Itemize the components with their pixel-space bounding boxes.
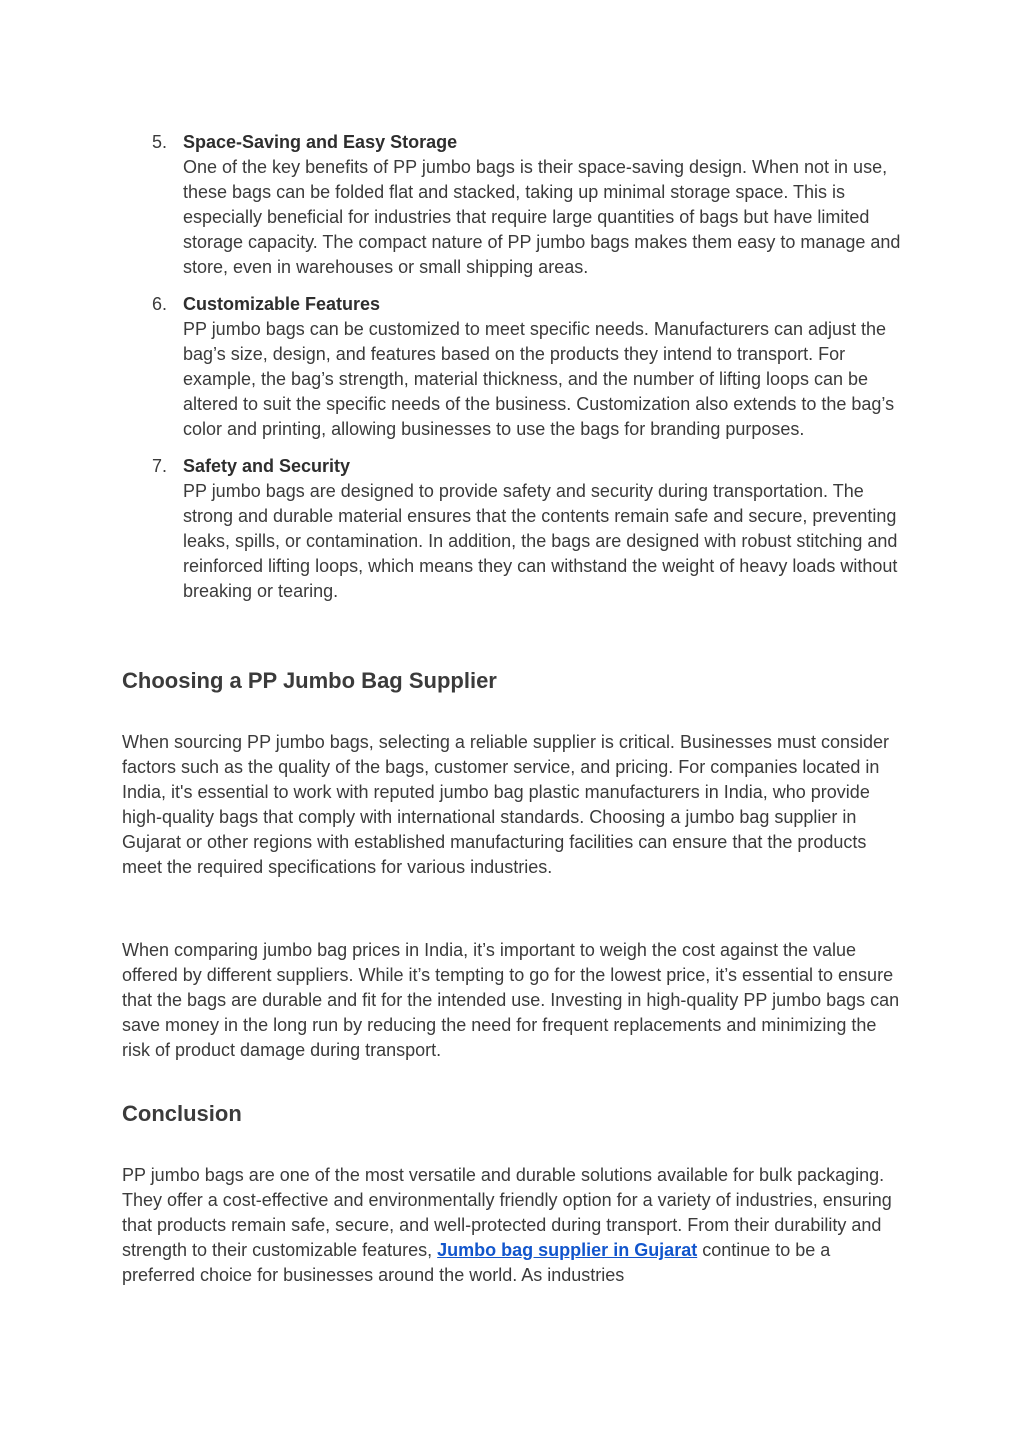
list-item-number: 6. (152, 294, 168, 314)
list-item-body: PP jumbo bags can be customized to meet specific needs. Manufacturers can adjust the bag’s size, design, and features based on the products they intend to transport. For example, the bag’s strength, material thickness, and the number of lifting loops can be altered to suit the specific needs of the business. Customization also extends to the bag’s color and printing, allowing businesses to use the bags for branding purposes. (183, 319, 895, 439)
list-item-title: Space-Saving and Easy Storage (183, 132, 458, 152)
conclusion-text-after-link: continue to be a preferred choice for businesses around the world. As industries (122, 1240, 831, 1285)
list-item-number: 5. (152, 132, 168, 152)
supplier-heading: Choosing a PP Jumbo Bag Supplier (122, 668, 497, 693)
list-item-title: Customizable Features (183, 294, 381, 314)
conclusion-text-before-link: PP jumbo bags are one of the most versatile and durable solutions available for bulk packaging. They offer a cost-effective and environmentally friendly option for a variety of industries, ensuring that products remain safe, secure, and well-protected during transport. From their durability and strength to their customizable features, (122, 1165, 892, 1260)
conclusion-heading: Conclusion (122, 1101, 242, 1126)
supplier-paragraph-2: When comparing jumbo bag prices in India, it’s important to weigh the cost against the value offered by different suppliers. While it’s tempting to go for the lowest price, it’s essential to ensure that the bags are durable and fit for the intended use. Investing in high-quality PP jumbo bags can save money in the long run by reducing the need for frequent replacements and minimizing the risk of product damage during transport. (122, 940, 900, 1060)
list-item-body: One of the key benefits of PP jumbo bags is their space-saving design. When not in use, these bags can be folded flat and stacked, taking up minimal storage space. This is especially beneficial for industries that require large quantities of bags but have limited storage capacity. The compact nature of PP jumbo bags makes them easy to manage and store, even in warehouses or small shipping areas. (183, 157, 901, 277)
list-item (150, 130, 910, 280)
supplier-paragraph-1: When sourcing PP jumbo bags, selecting a reliable supplier is critical. Businesses must consider factors such as the quality of the bags, customer service, and pricing. For companies located in India, it's essential to work with reputed jumbo bag plastic manufacturers in India, who provide high-quality bags that comply with international standards. Choosing a jumbo bag supplier in Gujarat or other regions with established manufacturing facilities can ensure that the products meet the required specifications for various industries. (122, 732, 890, 877)
jumbo-bag-supplier-link[interactable]: Jumbo bag supplier in Gujarat (437, 1240, 698, 1260)
conclusion-paragraph (122, 1163, 907, 1288)
list-item (150, 292, 910, 442)
benefits-list (150, 130, 910, 616)
list-item (150, 454, 910, 604)
list-item-body: PP jumbo bags are designed to provide safety and security during transportation. The strong and durable material ensures that the contents remain safe and secure, preventing leaks, spills, or contamination. In addition, the bags are designed with robust stitching and reinforced lifting loops, which means they can withstand the weight of heavy loads without breaking or tearing. (183, 481, 898, 601)
list-item-title: Safety and Security (183, 456, 351, 476)
list-item-number: 7. (152, 456, 168, 476)
